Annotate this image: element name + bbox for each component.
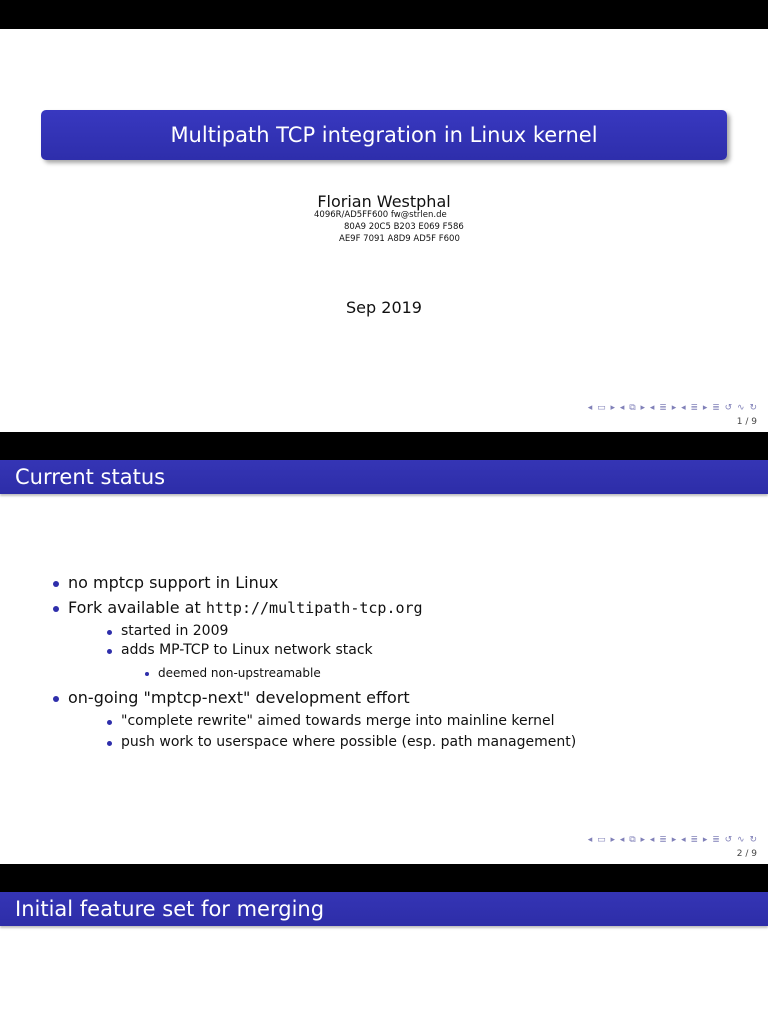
bullet-item: on-going "mptcp-next" development effort xyxy=(68,688,410,707)
page-number: 1 / 9 xyxy=(736,417,757,427)
frame-title: Initial feature set for merging xyxy=(0,892,768,926)
slide-top-bar xyxy=(0,864,768,893)
sub-bullet-item: adds MP-TCP to Linux network stack xyxy=(121,642,373,658)
pgp-key-id: 4096R/AD5FF600 fw@strlen.de xyxy=(314,210,447,220)
author-name: Florian Westphal xyxy=(317,192,451,211)
sub-bullet-item: push work to userspace where possible (esp. path management) xyxy=(121,734,577,750)
slide-3 xyxy=(0,864,768,1024)
pgp-fingerprint-1: 80A9 20C5 B203 E069 F586 xyxy=(344,222,464,232)
sub-bullet-item: started in 2009 xyxy=(121,623,229,639)
bullet-text: Fork available at xyxy=(68,598,206,617)
bullet-item: no mptcp support in Linux xyxy=(68,573,279,592)
beamer-nav-icons[interactable]: ◂ ▭ ▸ ◂ ⧉ ▸ ◂ ≣ ▸ ◂ ≣ ▸ ≣ ↺ ∿ ↻ xyxy=(587,403,758,413)
slide-top-bar xyxy=(0,432,768,461)
sub-sub-bullet-item: deemed non-upstreamable xyxy=(158,666,321,680)
presentation-title: Multipath TCP integration in Linux kernel xyxy=(41,110,727,160)
bullet-item xyxy=(68,598,423,617)
slide-top-bar xyxy=(0,0,768,29)
presentation-date: Sep 2019 xyxy=(346,298,422,317)
slide-2 xyxy=(0,432,768,864)
sub-bullet-item: "complete rewrite" aimed towards merge into mainline kernel xyxy=(121,713,555,729)
page-number: 2 / 9 xyxy=(736,849,757,859)
frame-title: Current status xyxy=(0,460,768,494)
pgp-fingerprint-2: AE9F 7091 A8D9 AD5F F600 xyxy=(339,234,460,244)
url-link[interactable]: http://multipath-tcp.org xyxy=(205,599,423,617)
beamer-nav-icons[interactable]: ◂ ▭ ▸ ◂ ⧉ ▸ ◂ ≣ ▸ ◂ ≣ ▸ ≣ ↺ ∿ ↻ xyxy=(587,835,758,845)
slide-1 xyxy=(0,0,768,432)
